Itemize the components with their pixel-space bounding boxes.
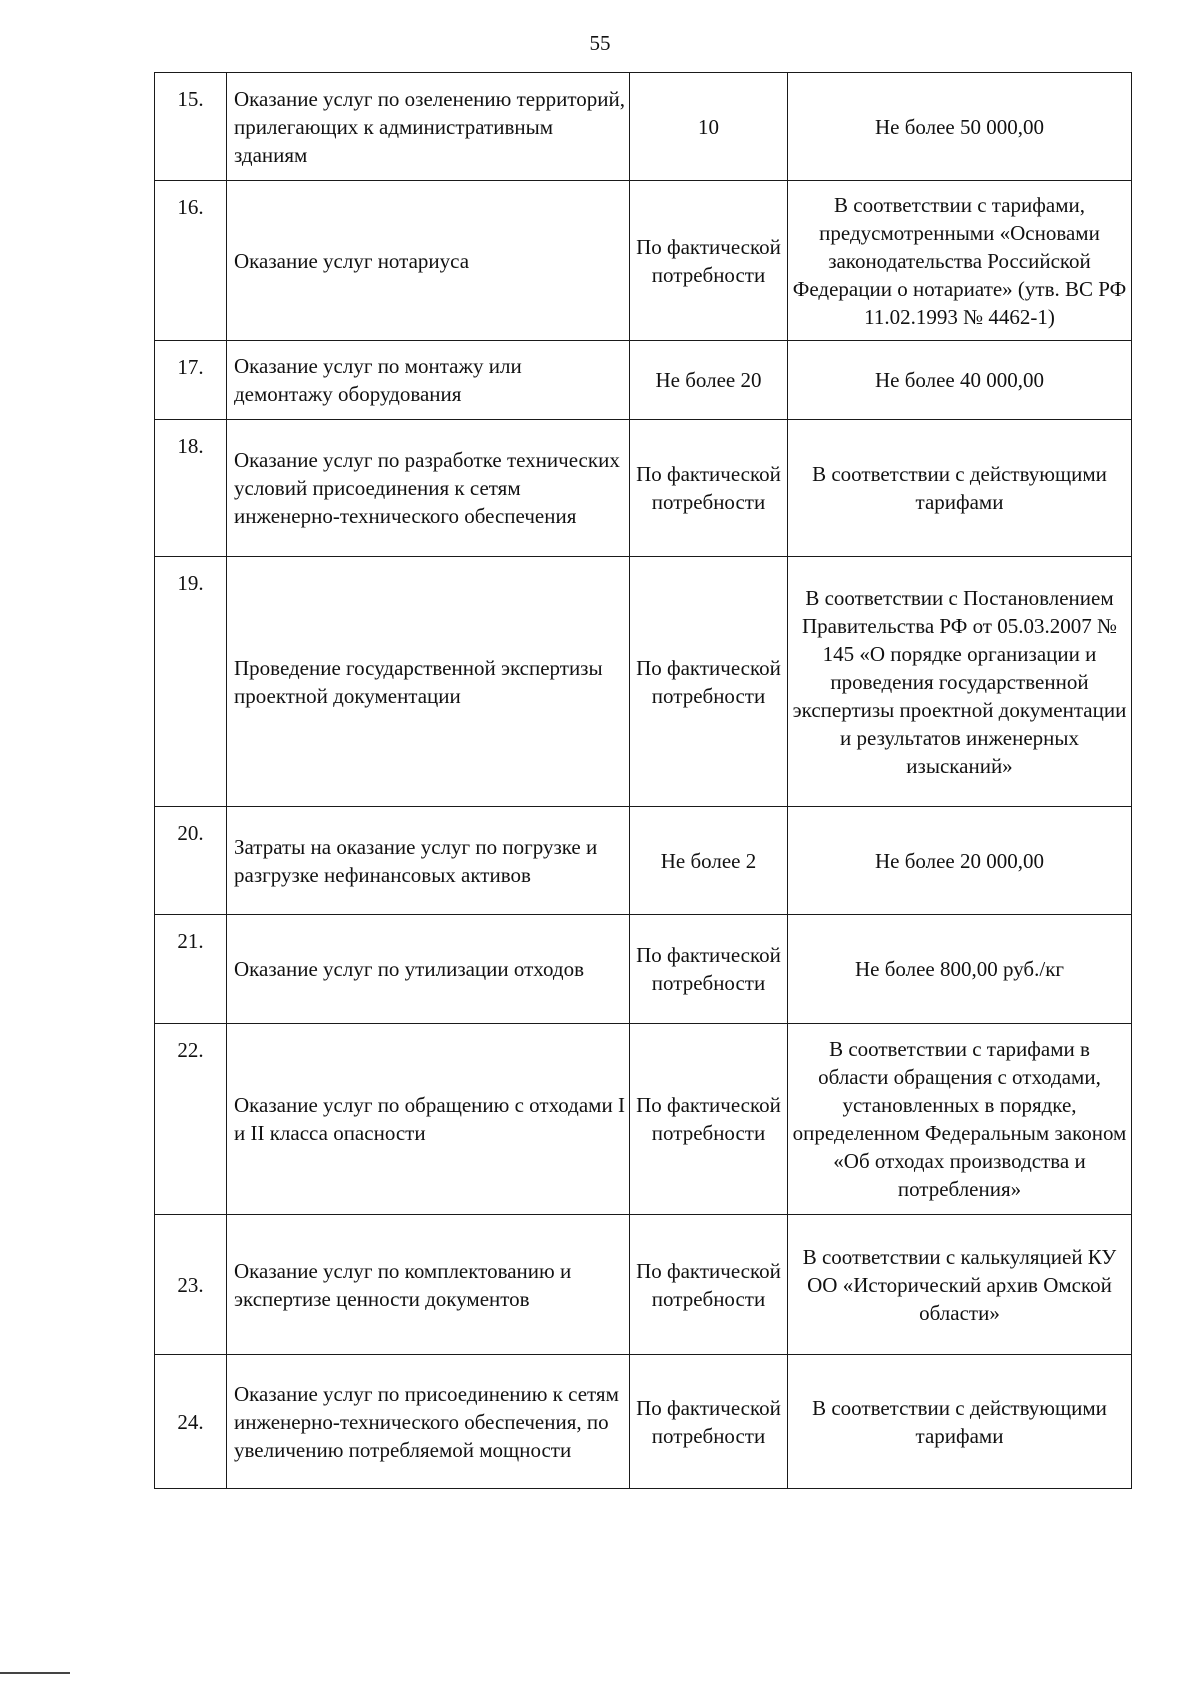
service-price: Не более 20 000,00: [788, 807, 1132, 915]
table-row: [155, 915, 1132, 1024]
service-quantity: По фактической потребности: [630, 420, 788, 557]
table-row: [155, 1215, 1132, 1355]
table-row: [155, 181, 1132, 341]
table-row: [155, 1024, 1132, 1215]
row-number: 15.: [155, 73, 227, 181]
row-number: 20.: [155, 807, 227, 915]
table-row: [155, 807, 1132, 915]
service-quantity: По фактической потребности: [630, 1215, 788, 1355]
row-number: 24.: [155, 1355, 227, 1489]
service-price: В соответствии с тарифами, предусмотренными «Основами законодательства Российской Федерации о нотариате» (утв. ВС РФ 11.02.1993 № 4462-1): [788, 181, 1132, 341]
row-number: 17.: [155, 341, 227, 420]
service-name: Оказание услуг по комплектованию и экспертизе ценности документов: [227, 1215, 630, 1355]
service-price: В соответствии с тарифами в области обращения с отходами, установленных в порядке, определенном Федеральным законом «Об отходах производства и потребления»: [788, 1024, 1132, 1215]
service-name: Оказание услуг нотариуса: [227, 181, 630, 341]
service-name: Оказание услуг по разработке технических условий присоединения к сетям инженерно-технического обеспечения: [227, 420, 630, 557]
service-name: Оказание услуг по монтажу или демонтажу оборудования: [227, 341, 630, 420]
service-name: Оказание услуг по присоединению к сетям инженерно-технического обеспечения, по увеличению потребляемой мощности: [227, 1355, 630, 1489]
service-quantity: Не более 20: [630, 341, 788, 420]
table-row: [155, 73, 1132, 181]
service-name: Оказание услуг по озеленению территорий, прилегающих к административным зданиям: [227, 73, 630, 181]
service-quantity: 10: [630, 73, 788, 181]
service-name: Оказание услуг по обращению с отходами I и II класса опасности: [227, 1024, 630, 1215]
table-row: [155, 1355, 1132, 1489]
page-number: 55: [589, 31, 611, 55]
table-row: [155, 341, 1132, 420]
service-quantity: По фактической потребности: [630, 1024, 788, 1215]
service-price: В соответствии с калькуляцией КУ ОО «Исторический архив Омской области»: [788, 1215, 1132, 1355]
service-name: Оказание услуг по утилизации отходов: [227, 915, 630, 1024]
page-edge-mark: [0, 1672, 70, 1674]
row-number: 19.: [155, 557, 227, 807]
service-price: В соответствии с Постановлением Правительства РФ от 05.03.2007 № 145 «О порядке организации и проведения государственной экспертизы проектной документации и результатов инженерных изысканий»: [788, 557, 1132, 807]
row-number: 16.: [155, 181, 227, 341]
service-quantity: Не более 2: [630, 807, 788, 915]
service-quantity: По фактической потребности: [630, 915, 788, 1024]
service-name: Затраты на оказание услуг по погрузке и разгрузке нефинансовых активов: [227, 807, 630, 915]
table-row: [155, 420, 1132, 557]
table-row: [155, 557, 1132, 807]
row-number: 22.: [155, 1024, 227, 1215]
service-name: Проведение государственной экспертизы проектной документации: [227, 557, 630, 807]
row-number: 18.: [155, 420, 227, 557]
services-table: [154, 72, 1132, 1489]
service-price: Не более 40 000,00: [788, 341, 1132, 420]
service-quantity: По фактической потребности: [630, 557, 788, 807]
service-quantity: По фактической потребности: [630, 1355, 788, 1489]
row-number: 23.: [155, 1215, 227, 1355]
service-price: В соответствии с действующими тарифами: [788, 420, 1132, 557]
service-quantity: По фактической потребности: [630, 181, 788, 341]
service-price: Не более 800,00 руб./кг: [788, 915, 1132, 1024]
service-price: Не более 50 000,00: [788, 73, 1132, 181]
row-number: 21.: [155, 915, 227, 1024]
service-price: В соответствии с действующими тарифами: [788, 1355, 1132, 1489]
